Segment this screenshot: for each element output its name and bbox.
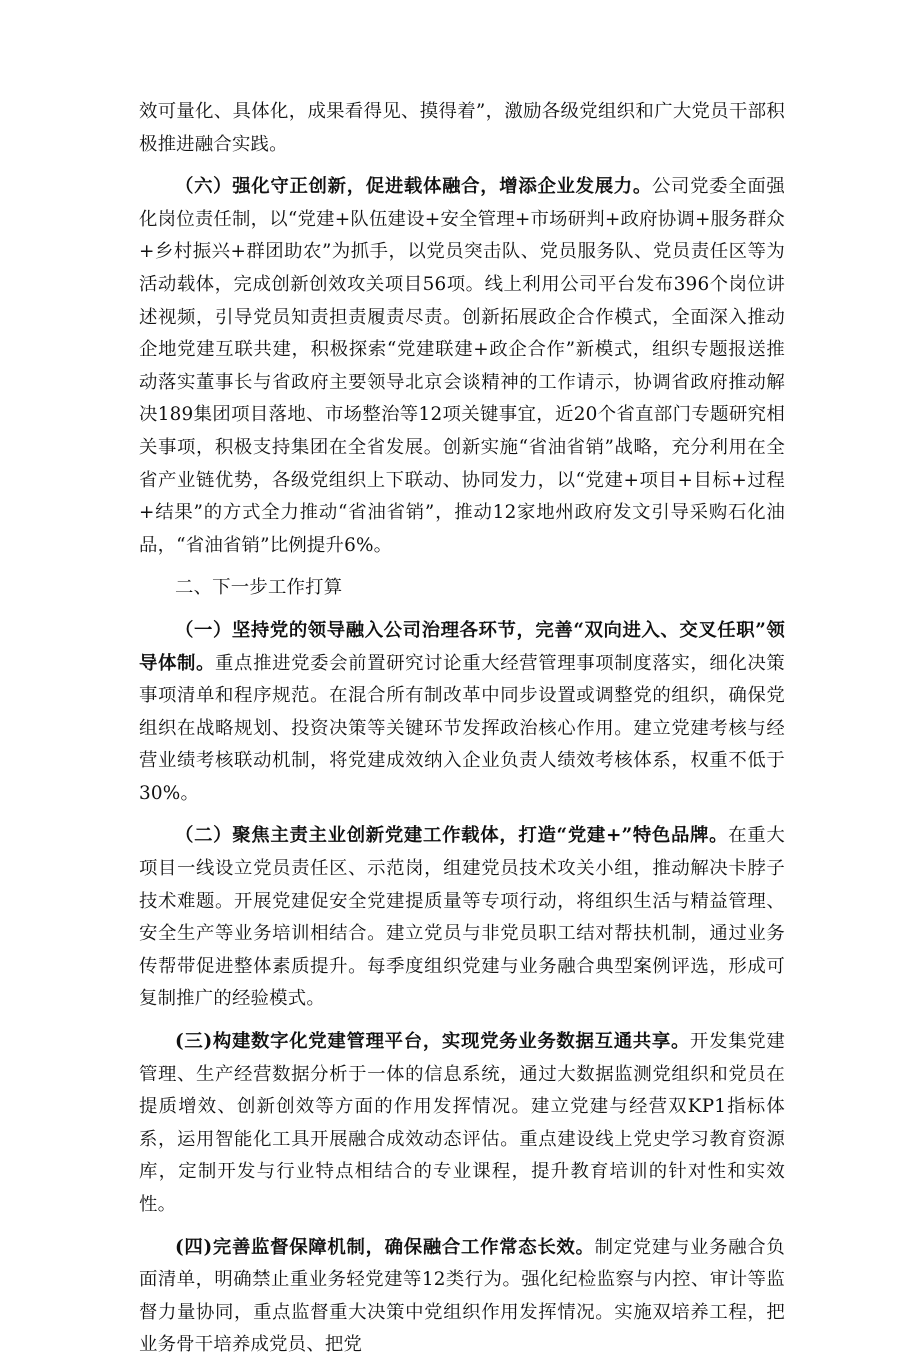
paragraph-plan-one-body: 重点推进党委会前置研究讨论重大经营管理事项制度落实，细化决策事项清单和程序规范。在混合所有制改革中同步设置或调整党的组织，确保党组织在战略规划、投资决策等关键环节发挥政治核心作用。建立党建考核与经营业绩考核联动机制，将党建成效纳入企业负责人绩效考核体系，权重不低于30%。 [139, 652, 785, 804]
paragraph-plan-three [139, 1026, 785, 1222]
paragraph-plan-three-body: 开发集党建管理、生产经营数据分析于一体的信息系统，通过大数据监测党组织和党员在提质增效、创新创效等方面的作用发挥情况。建立党建与经营双KP1指标体系，运用智能化工具开展融合成效动态评估。重点建设线上党史学习教育资源库，定制开发与行业特点相结合的专业课程，提升教育培训的针对性和实效性。 [139, 1031, 785, 1215]
paragraph-six-body: 公司党委全面强化岗位责任制，以“党建+队伍建设+安全管理+市场研判+政府协调+服务群众+乡村振兴+群团助农”为抓手，以党员突击队、党员服务队、党员责任区等为活动载体，完成创新创效攻关项目56项。线上利用公司平台发布396个岗位讲述视频，引导党员知责担责履责尽责。创新拓展政企合作模式，全面深入推动企地党建互联共建，积极探索“党建联建+政企合作”新模式，组织专题报送推动落实董事长与省政府主要领导北京会谈精神的工作请示，协调省政府推动解决189集团项目落地、市场整治等12项关键事宜，近20个省直部门专题研究相关事项，积极支持集团在全省发展。创新实施“省油省销”战略，充分利用在全省产业链优势，各级党组织上下联动、协同发力，以“党建+项目+目标+过程+结果”的方式全力推动“省油省销”，推动12家地州政府发文引导采购石化油品，“省油省销”比例提升6%。 [139, 176, 785, 556]
paragraph-plan-two-title: （二）聚焦主责主业创新党建工作载体，打造“党建+”特色品牌。 [175, 825, 729, 847]
document-page [139, 96, 785, 1362]
paragraph-continuation: 效可量化、具体化，成果看得见、摸得着”，激励各级党组织和广大党员干部积极推进融合实践。 [139, 101, 785, 155]
paragraph-plan-two [139, 820, 785, 1016]
paragraph-plan-one [139, 615, 785, 811]
paragraph-plan-one-title: （一）坚持党的领导融入公司治理各环节，完善“双向进入、交叉任职”领导体制。 [139, 619, 785, 674]
paragraph-plan-three-title: (三)构建数字化党建管理平台，实现党务业务数据互通共享。 [175, 1031, 691, 1053]
section-heading: 二、下一步工作打算 [175, 577, 343, 599]
paragraph-six-title: （六）强化守正创新，促进载体融合，增添企业发展力。 [175, 176, 652, 198]
paragraph-plan-two-body: 在重大项目一线设立党员责任区、示范岗，组建党员技术攻关小组，推动解决卡脖子技术难题。开展党建促安全党建提质量等专项行动，将组织生活与精益管理、安全生产等业务培训相结合。建立党员与非党员职工结对帮扶机制，通过业务传帮带促进整体素质提升。每季度组织党建与业务融合典型案例评选，形成可复制推广的经验模式。 [139, 825, 785, 1010]
paragraph-six [139, 171, 785, 562]
paragraph-plan-four [139, 1232, 785, 1362]
paragraph-plan-four-body: 制定党建与业务融合负面清单，明确禁止重业务轻党建等12类行为。强化纪检监察与内控、审计等监督力量协同，重点监督重大决策中党组织作用发挥情况。实施双培养工程，把业务骨干培养成党员、把党 [139, 1236, 785, 1356]
paragraph-plan-four-title: (四)完善监督保障机制，确保融合工作常态长效。 [175, 1236, 595, 1258]
